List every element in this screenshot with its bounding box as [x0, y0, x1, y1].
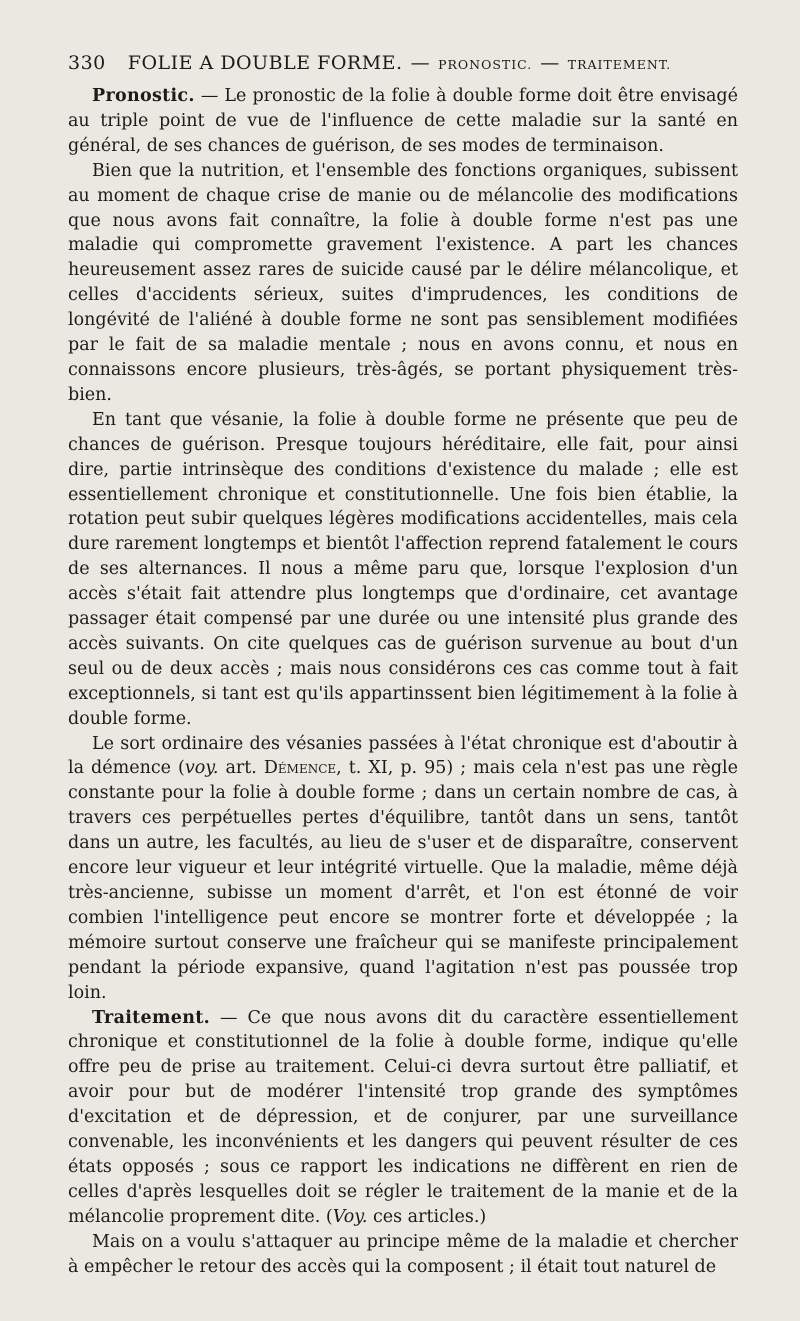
paragraph-text: art. — [218, 758, 264, 779]
section-heading-pronostic: Pronostic. — [92, 86, 195, 106]
cross-reference-demence: Démence — [263, 758, 337, 779]
header-separator: — — [410, 52, 431, 74]
section-heading-traitement: Traitement. — [92, 1007, 211, 1028]
running-subtitle-traitement: TRAITEMENT. — [567, 57, 672, 72]
paragraph-principe — [68, 1230, 738, 1280]
page-number: 330 — [68, 52, 106, 74]
paragraph-pronostic — [68, 84, 738, 159]
running-header — [68, 52, 738, 74]
paragraph-demence — [68, 732, 738, 1006]
paragraph-text: ces articles.) — [367, 1206, 487, 1227]
paragraph-text: Bien que la nutrition, et l'ensemble des fonctions organiques, subissent au moment de chaque crise de manie ou de mélancolie des modifications que nous avons fait connaître, la folie à double forme n'est pas une maladie qui compromette gravement l'existence. A part les chances heureusement assez rares de suicide causé par le délire mélancolique, et celles d'accidents sérieux, suites d'imprudences, les conditions de longévité de l'aliéné à double forme ne sont pas sensiblement modifiées par le fait de sa maladie mentale ; nous en avons connu, et nous en connaissons encore plusieurs, très-âgés, se portant physiquement très-bien. — [68, 160, 738, 405]
running-title: FOLIE A DOUBLE FORME. — [127, 52, 403, 74]
paragraph-text: , t. XI, p. 95) ; mais cela n'est pas une règle constante pour la folie à double forme ; dans un certain nombre de cas, à travers ces perpétuelles pertes d'équilibre, tantôt dans un sens, tantôt dans un autre, les facultés, au lieu de s'user et de disparaître, conservent encore leur vigueur et leur intégrité virtuelle. Que la maladie, même déjà très-ancienne, subisse un moment d'arrêt, et l'on est étonné de voir combien l'intelligence peut encore se montrer forte et développée ; la mémoire surtout conserve une fraîcheur qui se manifeste principalement pendant la période expansive, quand l'agitation n'est pas poussée trop loin. — [68, 758, 738, 1003]
paragraph-text: — Ce que nous avons dit du caractère essentiellement chronique et constitutionnel de la folie à double forme, indique qu'elle offre peu de prise au traitement. Celui-ci devra surtout être palliatif, et avoir pour but de modérer l'intensité trop grande des symptômes d'excitation et de dépression, et de conjurer, par une surveillance convenable, les inconvénients et les dangers qui peuvent résulter de ces états opposés ; sous ce rapport les indications ne diffèrent en rien de celles d'après lesquelles doit se régler le traitement de la manie et de la mélancolie proprement dite. ( — [68, 1007, 738, 1227]
running-subtitle-pronostic: PRONOSTIC. — [438, 57, 533, 72]
body-text — [68, 84, 738, 1280]
paragraph-vesanie — [68, 408, 738, 732]
paragraph-text: Le sort ordinaire des vésanies passées à l'état chronique est d'aboutir à la démence ( — [68, 733, 738, 779]
header-separator: — — [540, 52, 560, 74]
paragraph-text: Mais on a voulu s'attaquer au principe même de la maladie et chercher à empêcher le retour des accès qui la composent ; il était tout naturel de — [68, 1231, 738, 1277]
paragraph-nutrition — [68, 159, 738, 408]
paragraph-text: En tant que vésanie, la folie à double forme ne présente que peu de chances de guérison. Presque toujours héréditaire, elle fait, pour ainsi dire, partie intrinsèque des conditions d'existence du malade ; elle est essentiellement chronique et constitutionnelle. Une fois bien établie, la rotation peut subir quelques légères modifications accidentelles, mais cela dure rarement longtemps et bientôt l'affection reprend fatalement le cours de ses alternances. Il nous a même paru que, lorsque l'explosion d'un accès s'était fait attendre plus longtemps que d'ordinaire, cet avantage passager était compensé par une durée ou une intensité plus grande des accès suivants. On cite quelques cas de guérison survenue au bout d'un seul ou de deux accès ; mais nous considérons ces cas comme tout à fait exceptionnels, si tant est qu'ils appartinssent bien légitimement à la folie à double forme. — [68, 409, 738, 729]
voy-reference: Voy. — [332, 1206, 368, 1227]
paragraph-traitement — [68, 1006, 738, 1230]
voy-reference: voy. — [184, 758, 219, 779]
paragraph-text: — Le pronostic de la folie à double forme doit être envisagé au triple point de vue de l'influence de cette maladie sur la santé en général, de ses chances de guérison, de ses modes de terminaison. — [68, 86, 738, 156]
